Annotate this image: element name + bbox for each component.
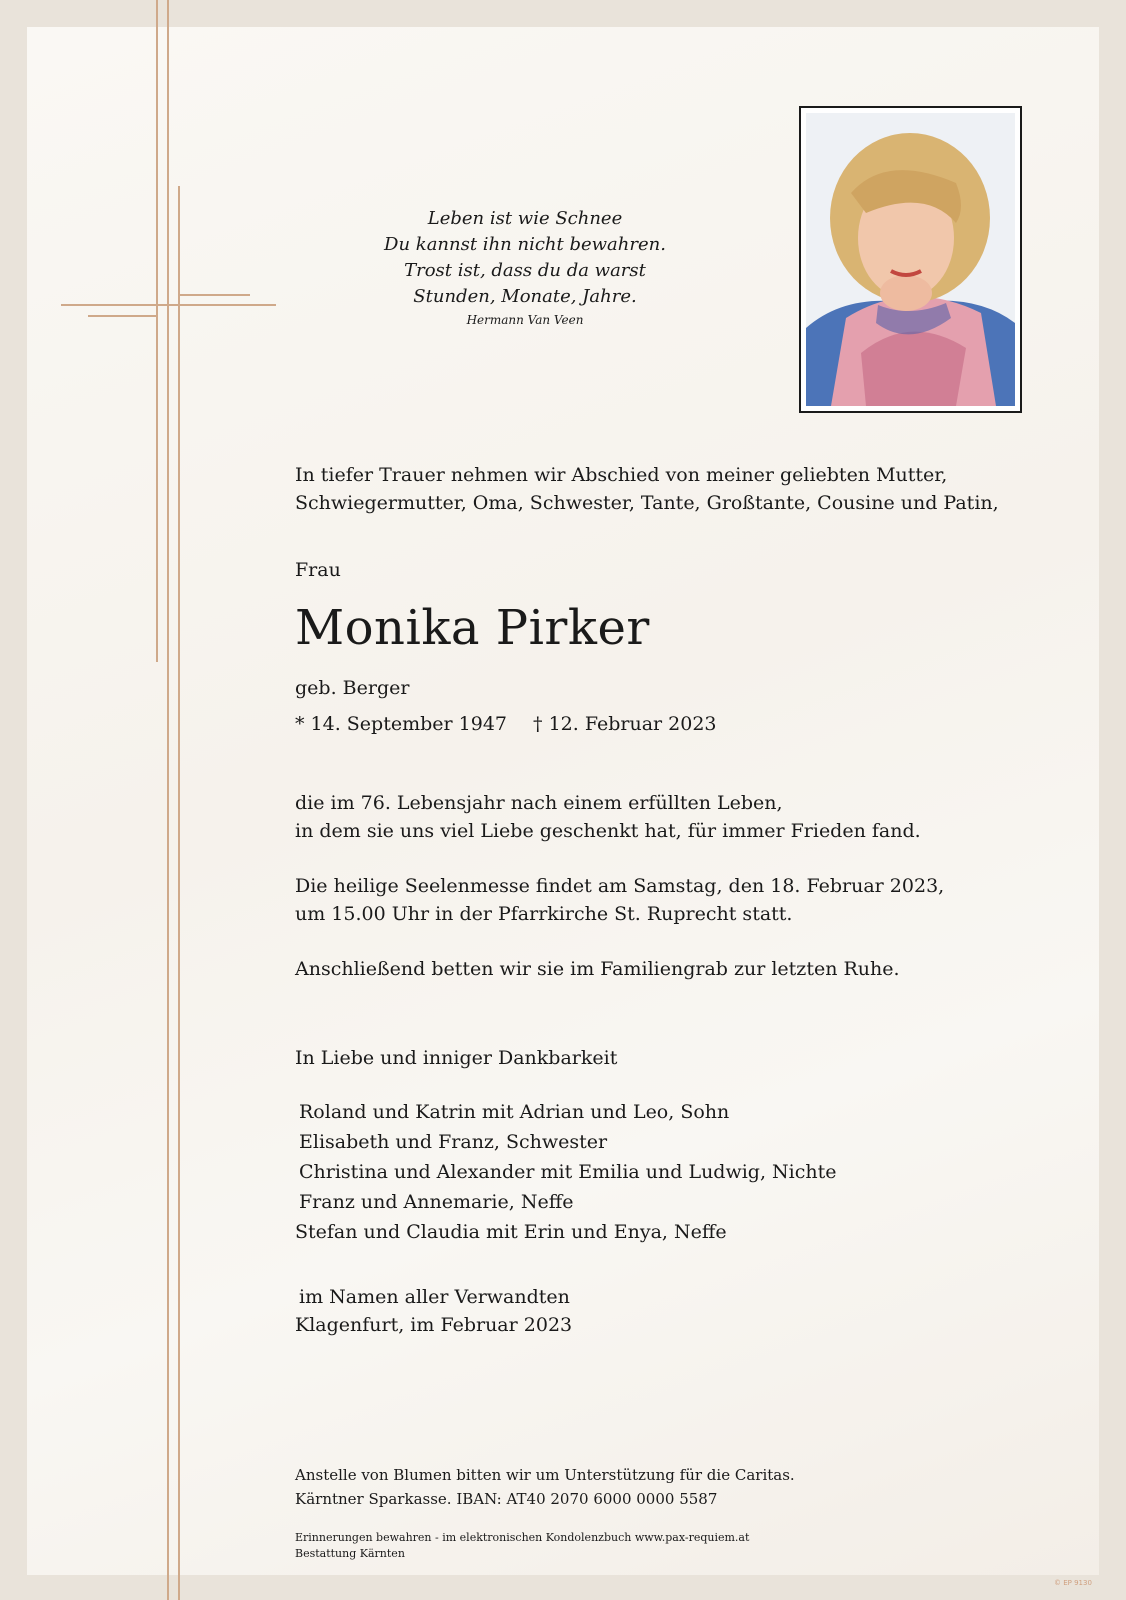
quote-line: Trost ist, dass du da warst	[404, 260, 646, 281]
birth-date: * 14. September 1947	[295, 713, 507, 735]
closing-place-date: Klagenfurt, im Februar 2023	[295, 1314, 573, 1336]
quote-block	[330, 206, 720, 328]
intro-line: In tiefer Trauer nehmen wir Abschied von meiner geliebten Mutter,	[295, 464, 948, 486]
portrait-image	[806, 113, 1015, 406]
mourner-item: Roland und Katrin mit Adrian und Leo, Sohn	[299, 1101, 730, 1123]
closing-line: im Namen aller Verwandten	[299, 1286, 570, 1308]
print-code: © EP 9130	[1054, 1579, 1092, 1587]
portrait-photo	[799, 106, 1022, 413]
salutation: Frau	[295, 559, 341, 581]
paragraph-line: um 15.00 Uhr in der Pfarrkirche St. Ruprecht statt.	[295, 903, 793, 925]
mourner-item: Christina und Alexander mit Emilia und Ludwig, Nichte	[299, 1161, 837, 1183]
paragraph-mass	[295, 872, 944, 928]
footer-company: Bestattung Kärnten	[295, 1547, 405, 1560]
paragraph-line: die im 76. Lebensjahr nach einem erfüllten Leben,	[295, 792, 783, 814]
closing-block	[295, 1283, 572, 1339]
donation-note	[295, 1463, 795, 1511]
mourner-item: Franz und Annemarie, Neffe	[299, 1191, 574, 1213]
mourners-list	[295, 1097, 837, 1247]
mourner-item: Elisabeth und Franz, Schwester	[299, 1131, 608, 1153]
quote-author: Hermann Van Veen	[466, 313, 584, 327]
donation-iban: Kärntner Sparkasse. IBAN: AT40 2070 6000 0000 5587	[295, 1490, 718, 1508]
donation-line: Anstelle von Blumen bitten wir um Unterstützung für die Caritas.	[295, 1466, 795, 1484]
paragraph-life	[295, 789, 921, 845]
deceased-name: Monika Pirker	[295, 600, 650, 656]
gratitude-line: In Liebe und inniger Dankbarkeit	[295, 1047, 618, 1069]
mourner-item: Stefan und Claudia mit Erin und Enya, Neffe	[295, 1221, 727, 1243]
paragraph-line: Die heilige Seelenmesse findet am Samstag, den 18. Februar 2023,	[295, 875, 945, 897]
footer-note	[295, 1530, 749, 1562]
paragraph-line: in dem sie uns viel Liebe geschenkt hat, für immer Frieden fand.	[295, 820, 921, 842]
footer-line: Erinnerungen bewahren - im elektronischen Kondolenzbuch www.pax-requiem.at	[295, 1531, 750, 1544]
quote-line: Stunden, Monate, Jahre.	[413, 286, 637, 307]
life-dates	[295, 710, 717, 738]
maiden-name: geb. Berger	[295, 677, 410, 699]
intro-text	[295, 461, 999, 517]
quote-line: Du kannst ihn nicht bewahren.	[384, 234, 666, 255]
paragraph-burial: Anschließend betten wir sie im Familiengrab zur letzten Ruhe.	[295, 958, 900, 980]
death-date: † 12. Februar 2023	[533, 713, 717, 735]
quote-line: Leben ist wie Schnee	[427, 208, 623, 229]
intro-line: Schwiegermutter, Oma, Schwester, Tante, Großtante, Cousine und Patin,	[295, 492, 999, 514]
